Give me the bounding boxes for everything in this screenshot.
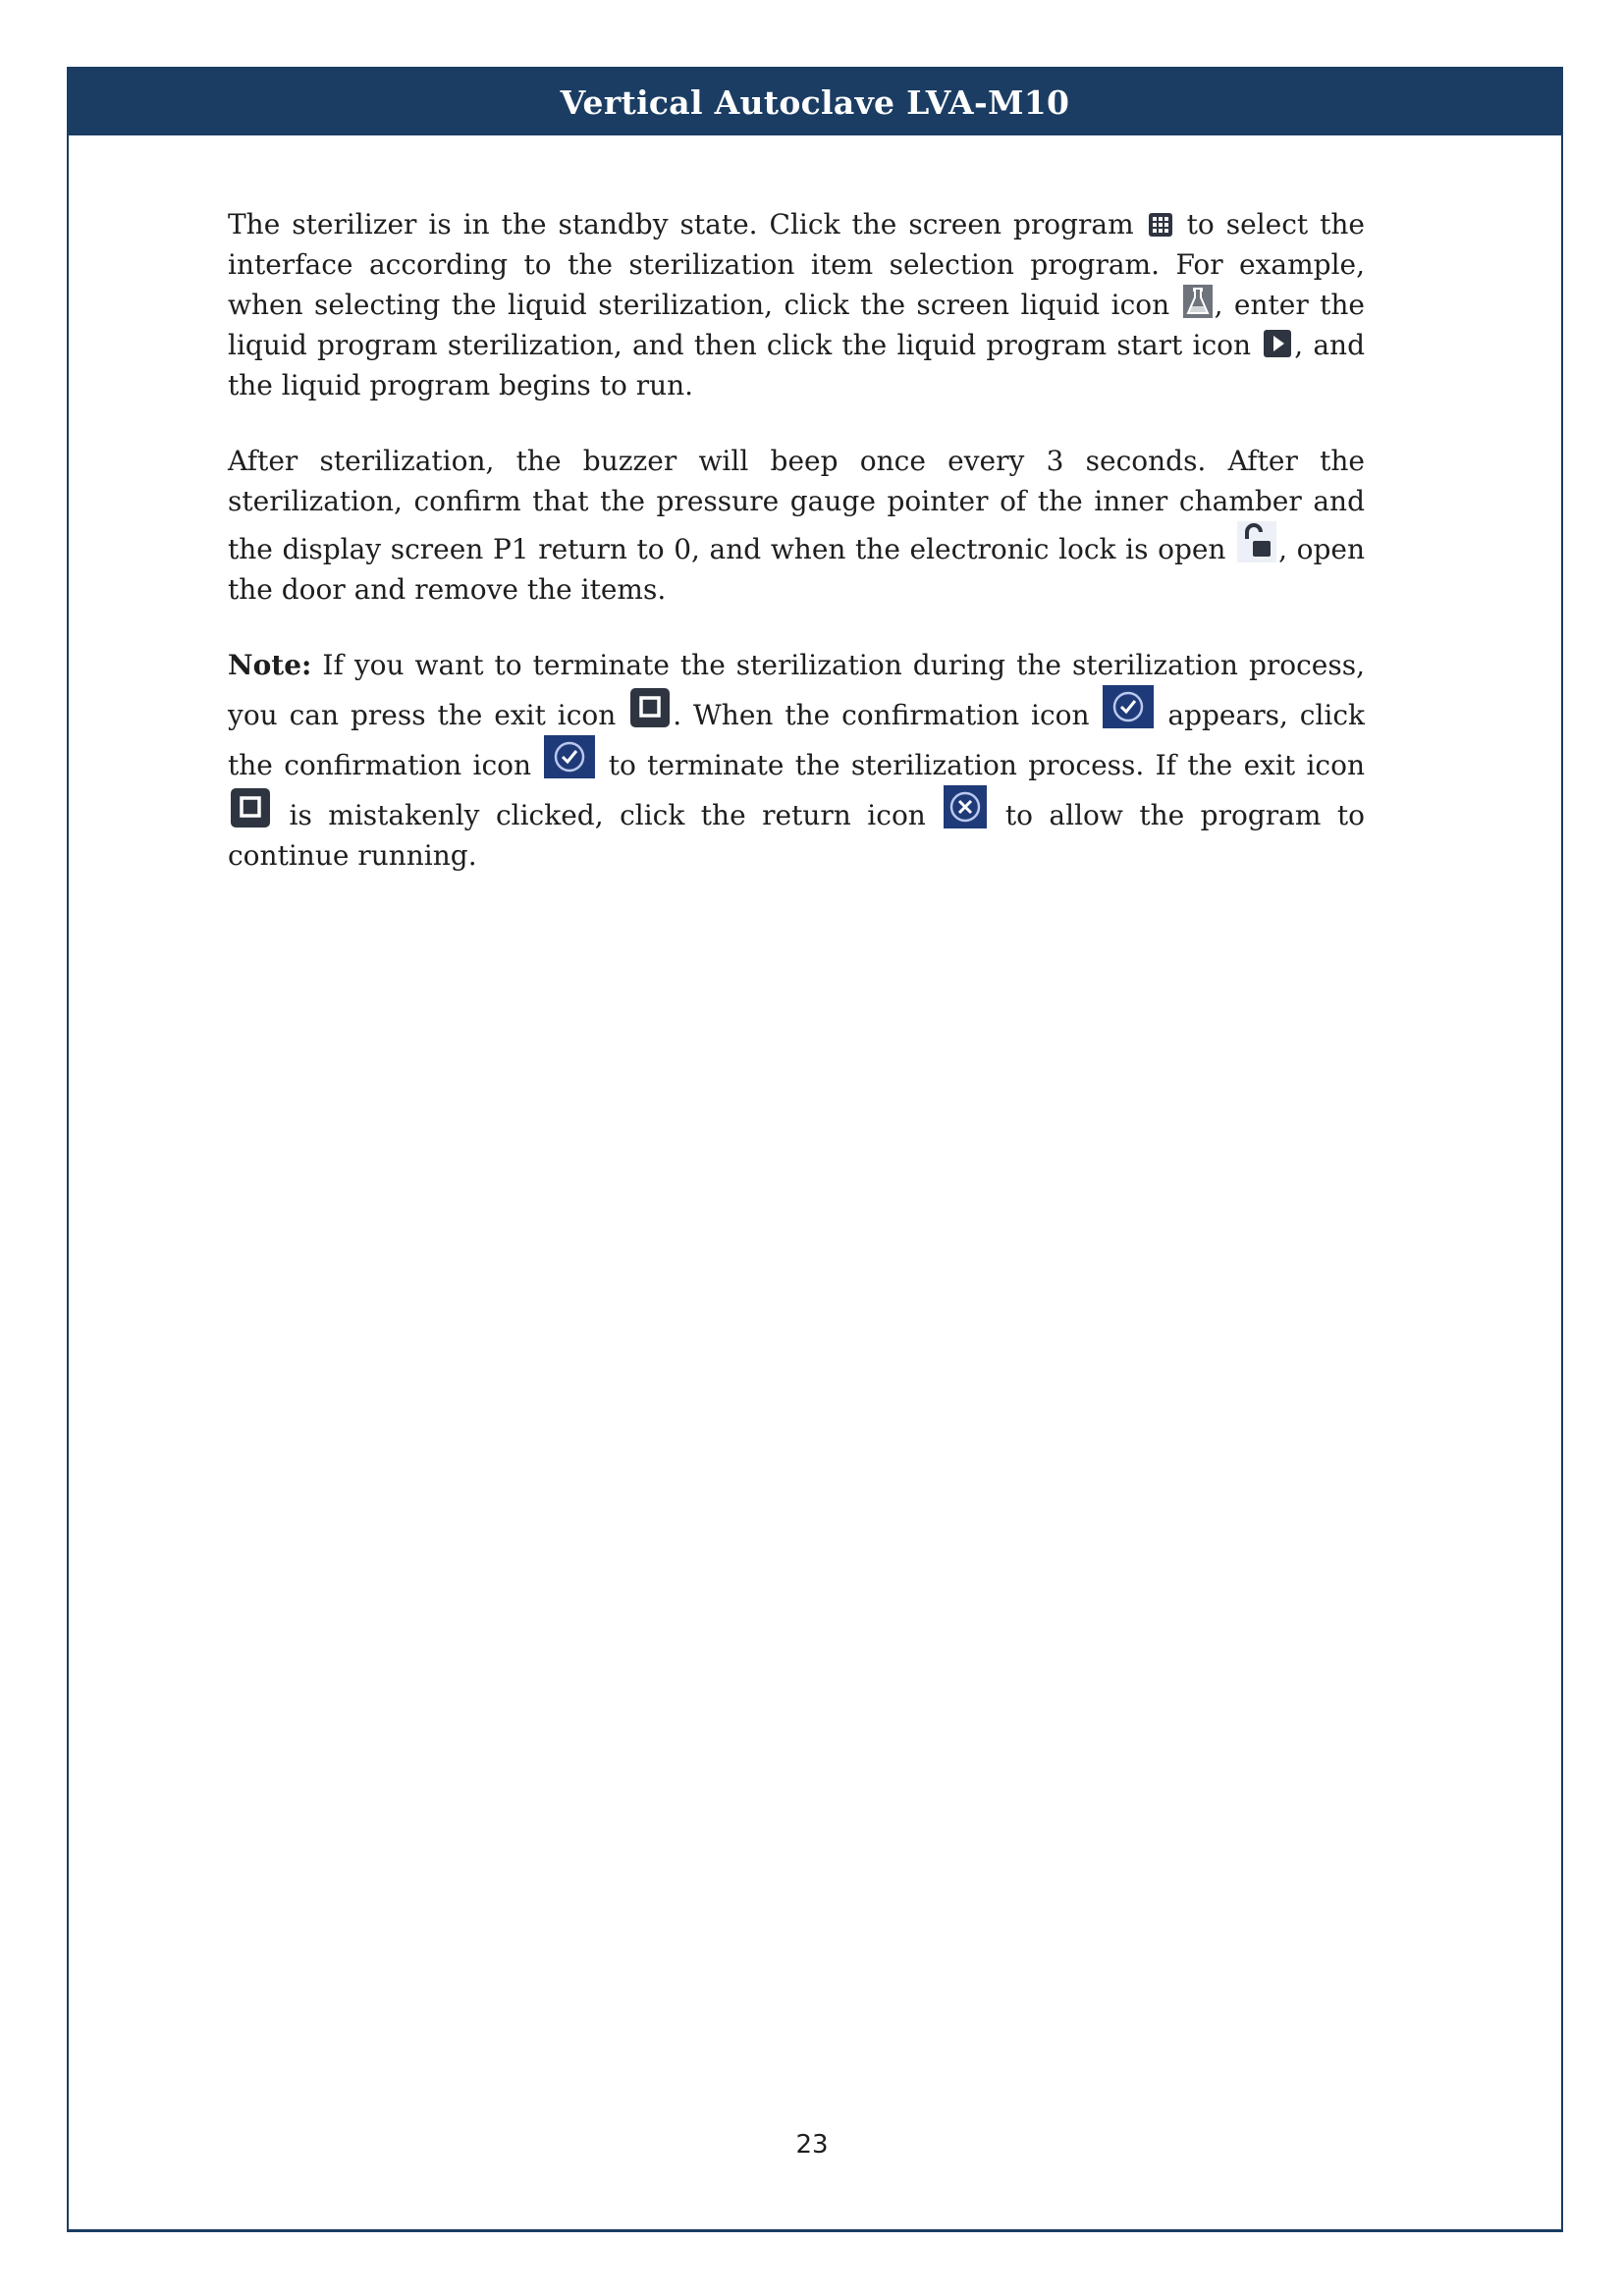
program-grid-icon <box>1148 212 1173 238</box>
paragraph-after-sterilization <box>228 441 1365 610</box>
paragraph-text: , and the liquid program begins to run. <box>228 329 1365 401</box>
paragraph-text: , open the door and remove the items. <box>228 533 1365 606</box>
unlock-icon <box>1237 521 1276 562</box>
exit-square-icon <box>230 787 271 828</box>
header-bar <box>69 69 1561 135</box>
paragraph-text: . When the confirmation icon <box>673 699 1102 731</box>
paragraph-text: The sterilizer is in the standby state. Click the screen program <box>228 208 1146 240</box>
exit-square-icon <box>629 687 671 728</box>
paragraph-standby <box>228 204 1365 405</box>
confirm-check-icon <box>544 735 595 778</box>
paragraph-note <box>228 645 1365 876</box>
paragraph-text: , enter the liquid program sterilization, and then click the liquid program start icon <box>228 289 1365 361</box>
paragraph-text: to select the interface according to the sterilization item selection program. For example, when selecting the liquid sterilization, click the screen liquid icon <box>228 208 1365 321</box>
liquid-flask-icon <box>1183 285 1213 318</box>
paragraph-text: After sterilization, the buzzer will beep once every 3 seconds. After the sterilization, confirm that the pressure gauge pointer of the inner chamber and the display screen P1 return to 0, and when the electronic lock is open <box>228 445 1365 565</box>
document-title: Vertical Autoclave LVA-M10 <box>560 82 1070 122</box>
start-play-icon <box>1263 329 1292 358</box>
body-content <box>228 204 1365 911</box>
note-label: Note: <box>228 649 312 681</box>
paragraph-text: to terminate the sterilization process. If the exit icon <box>597 749 1365 781</box>
page-number: 23 <box>795 2130 829 2160</box>
paragraph-text: to allow the program to continue running. <box>228 799 1365 872</box>
paragraph-text: If you want to terminate the sterilization during the sterilization process, you can press the exit icon <box>228 649 1365 731</box>
paragraph-text: is mistakenly clicked, click the return icon <box>273 799 943 831</box>
paragraph-text: appears, click the confirmation icon <box>228 699 1366 781</box>
return-x-icon <box>944 785 987 828</box>
confirm-check-icon <box>1103 685 1154 728</box>
